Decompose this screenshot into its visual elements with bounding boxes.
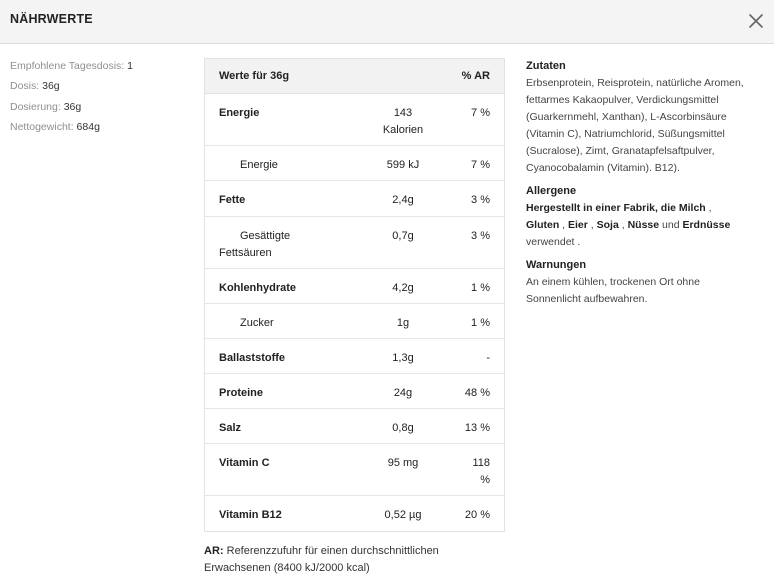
nutrient-name: Ballaststoffe	[219, 352, 286, 364]
nutrition-table	[204, 58, 505, 532]
column-header-ar: % AR	[461, 70, 490, 82]
nutrient-amount: 143 Kalorien	[382, 107, 424, 136]
nutrient-name: Energie	[219, 107, 260, 119]
nutrient-amount: 0,7g	[392, 230, 414, 242]
meta-label: Dosierung:	[10, 100, 61, 113]
nutrient-ar: -	[486, 352, 490, 364]
meta-value: 36g	[42, 80, 60, 93]
warnings-section	[526, 257, 766, 308]
nutrient-amount: 1,3g	[392, 352, 414, 364]
ar-footnote	[204, 543, 494, 577]
nutrient-ar: 13 %	[464, 422, 490, 434]
warnings-line: An einem kühlen, trockenen Ort ohne	[526, 276, 700, 288]
table-row	[205, 304, 504, 339]
footnote-text: Referenzzufuhr für einen durchschnittlichen	[226, 545, 439, 557]
meta-row	[10, 101, 195, 121]
ingredients-line: Cyanocobalamin (Vitamin). B12).	[526, 162, 680, 174]
nutrient-amount: 0,52 µg	[384, 509, 422, 521]
nutrient-name: Kohlenhydrate	[219, 282, 297, 294]
nutrient-name: Gesättigte Fettsäuren	[219, 230, 291, 259]
nutrient-ar: 3 %	[471, 194, 490, 206]
modal-title: NÄHRWERTE	[10, 12, 93, 26]
table-row	[205, 374, 504, 409]
warnings-title: Warnungen	[526, 259, 587, 271]
nutrient-name: Salz	[219, 422, 242, 434]
nutrient-ar: 1 %	[471, 282, 490, 294]
ingredients-title: Zutaten	[526, 60, 566, 72]
ingredients-line: (Vitamin C), Natriumchlorid, Süßungsmittel	[526, 128, 725, 140]
nutrient-ar: 7 %	[471, 107, 490, 119]
allergens-line: Hergestellt in einer Fabrik, die Milch ,	[526, 202, 712, 214]
table-row	[205, 181, 504, 217]
table-row	[205, 409, 504, 444]
column-header-values: Werte für 36g	[219, 70, 290, 82]
allergens-section	[526, 183, 766, 251]
nutrient-name: Proteine	[219, 387, 264, 399]
nutrient-amount: 95 mg	[387, 457, 419, 469]
nutrient-name: Vitamin B12	[219, 509, 282, 521]
nutrient-ar: 3 %	[471, 230, 490, 242]
table-row	[205, 339, 504, 374]
allergens-line: verwendet .	[526, 236, 581, 248]
nutrient-amount: 0,8g	[392, 422, 414, 434]
footnote-text: Erwachsenen (8400 kJ/2000 kcal)	[204, 562, 370, 574]
meta-value: 684g	[76, 120, 100, 133]
table-row	[205, 94, 504, 146]
meta-row	[10, 80, 195, 100]
meta-label: Empfohlene Tagesdosis:	[10, 60, 125, 72]
nutrient-name: Zucker	[240, 317, 274, 329]
nutrient-amount: 24g	[393, 387, 413, 399]
close-button[interactable]	[746, 11, 766, 31]
nutrient-ar: 118 %	[472, 457, 490, 486]
warnings-line: Sonnenlicht aufbewahren.	[526, 293, 648, 305]
nutrient-name: Vitamin C	[219, 457, 270, 469]
allergens-title: Allergene	[526, 185, 577, 197]
nutrient-ar: 1 %	[471, 317, 490, 329]
table-row	[205, 217, 504, 269]
footnote-label: AR:	[204, 545, 224, 557]
meta-label: Nettogewicht:	[10, 120, 74, 133]
meta-label: Dosis:	[10, 80, 40, 93]
ingredients-section	[526, 58, 766, 177]
table-header	[205, 59, 504, 94]
close-icon	[746, 11, 766, 31]
ingredients-line: (Guarkernmehl, Xanthan), L-Ascorbinsäure	[526, 111, 727, 123]
nutrient-name: Fette	[219, 194, 246, 206]
meta-value: 36g	[63, 100, 82, 113]
table-row	[205, 496, 504, 532]
nutrient-ar: 48 %	[464, 387, 490, 399]
modal-header	[0, 0, 774, 44]
nutrient-ar: 20 %	[464, 509, 490, 521]
ingredients-line: (Sucralose), Zimt, Granatapfelsaftpulver,	[526, 145, 715, 157]
table-row	[205, 444, 504, 496]
product-meta	[10, 60, 195, 141]
meta-value: 1	[127, 60, 133, 72]
meta-row	[10, 60, 195, 80]
nutrient-name: Energie	[240, 159, 278, 171]
table-row	[205, 146, 504, 181]
nutrient-amount: 599 kJ	[386, 159, 420, 171]
ingredients-line: Erbsenprotein, Reisprotein, natürliche Aromen,	[526, 77, 744, 89]
ingredients-line: fettarmes Kakaopulver, Verdickungsmittel	[526, 94, 719, 106]
nutrient-ar: 7 %	[471, 159, 490, 171]
product-info	[526, 58, 766, 314]
meta-row	[10, 121, 195, 141]
nutrient-amount: 2,4g	[392, 194, 414, 206]
table-row	[205, 269, 504, 304]
nutrient-amount: 4,2g	[392, 282, 414, 294]
nutrient-amount: 1g	[396, 317, 410, 329]
allergens-line: Gluten , Eier , Soja , Nüsse und Erdnüsse	[526, 219, 731, 231]
